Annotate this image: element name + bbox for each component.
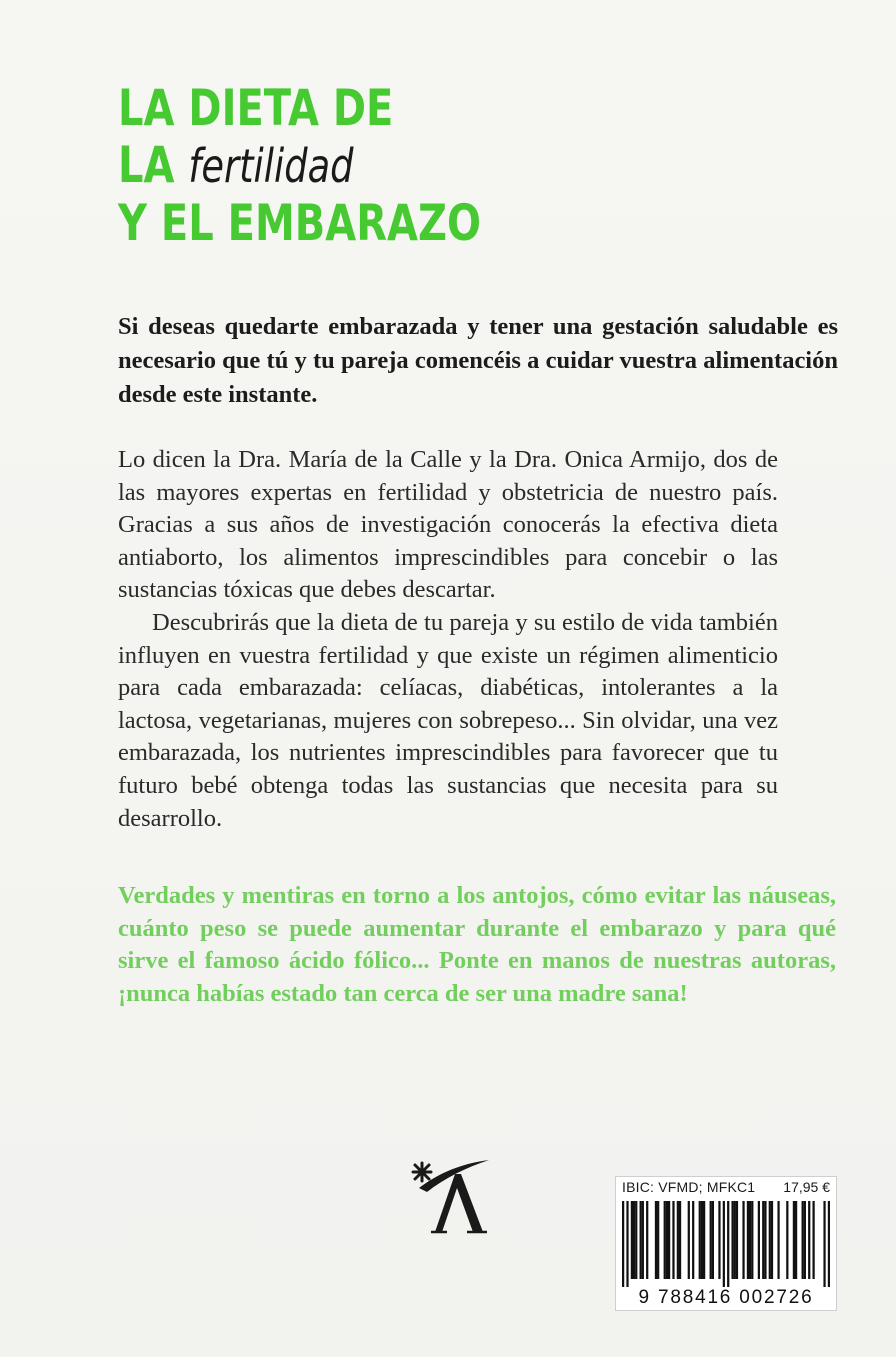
barcode-bar	[646, 1201, 648, 1279]
body-paragraph-2: Descubrirás que la dieta de tu pareja y su estilo de vida también influyen en vuestra fertilidad y que existe un régimen alimenticio para cada embarazada: celíacas, diabéticas, intolerantes a la lactosa, vegetarianas, mujeres con sobrepeso... Sin olvidar, una vez embarazada, los nutrientes imprescindibles para favorecer que tu futuro bebé obtenga todas las sustancias que necesita para su desarrollo.	[118, 608, 778, 832]
barcode-bar	[633, 1201, 635, 1279]
barcode-bar	[795, 1201, 797, 1279]
highlight-paragraph: Verdades y mentiras en torno a los antojos, cómo evitar las náuseas, cuánto peso se puede aumentar durante el embarazo y para qué sirve el famoso ácido fólico... Ponte en manos de nuestras autoras, ¡nunca habías estado tan cerca de ser una madre sana!	[118, 882, 836, 1007]
barcode-bar	[762, 1201, 764, 1279]
barcode-bar	[777, 1201, 779, 1279]
barcode-bar	[749, 1201, 751, 1279]
barcode-bar	[812, 1201, 814, 1279]
barcode-bar	[712, 1201, 714, 1279]
barcode-bar	[664, 1201, 666, 1279]
barcode-bar	[626, 1201, 628, 1287]
barcode-bar	[677, 1201, 679, 1279]
barcode-bar	[804, 1201, 806, 1279]
title-script-word: fertilidad	[188, 139, 354, 193]
barcode-bar	[747, 1201, 749, 1279]
barcode-bar	[793, 1201, 795, 1279]
barcode-bar	[668, 1201, 670, 1279]
barcode-bar	[736, 1201, 738, 1279]
barcode-bar	[692, 1201, 694, 1279]
barcode-bar	[688, 1201, 690, 1279]
barcode-bar	[771, 1201, 773, 1279]
book-title	[118, 80, 481, 252]
barcode-bar	[657, 1201, 659, 1279]
barcode-bar	[640, 1201, 642, 1279]
isbn-digits: 9 788416 002726	[638, 1287, 814, 1308]
barcode-bar	[723, 1201, 725, 1287]
barcode-bar	[672, 1201, 674, 1279]
barcode-bar	[823, 1201, 825, 1287]
barcode-bar	[828, 1201, 830, 1287]
barcode-bar	[703, 1201, 705, 1279]
barcode-bars	[622, 1201, 830, 1287]
barcode-bar	[635, 1201, 637, 1279]
barcode-area	[615, 1176, 837, 1311]
barcode-bar	[631, 1201, 633, 1279]
title-line-2-prefix: LA	[118, 136, 175, 194]
barcode-bar	[718, 1201, 720, 1279]
barcode-bar	[701, 1201, 703, 1279]
barcode-bar	[679, 1201, 681, 1279]
title-line-3: Y EL EMBARAZO	[118, 194, 481, 252]
barcode-bar	[655, 1201, 657, 1279]
ibic-code: IBIC: VFMD; MFKC1	[622, 1179, 756, 1195]
lead-paragraph: Si deseas quedarte embarazada y tener una gestación saludable es necesario que tú y tu pareja comencéis a cuidar vuestra alimentación desde este instante.	[118, 313, 838, 408]
barcode-bar	[758, 1201, 760, 1279]
barcode-bar	[786, 1201, 788, 1279]
barcode-bar	[734, 1201, 736, 1279]
barcode-bar	[699, 1201, 701, 1279]
barcode-bar	[710, 1201, 712, 1279]
barcode-bar	[751, 1201, 753, 1279]
barcode-bar	[642, 1201, 644, 1279]
price-label: 17,95 €	[783, 1179, 830, 1195]
barcode-bar	[802, 1201, 804, 1279]
barcode-bar	[666, 1201, 668, 1279]
publisher-logo-icon	[405, 1158, 495, 1238]
barcode-bar	[808, 1201, 810, 1279]
barcode-bar	[731, 1201, 733, 1279]
barcode-bar	[742, 1201, 744, 1279]
title-line-1: LA DIETA DE	[118, 79, 394, 137]
barcode-bar	[769, 1201, 771, 1279]
barcode-bar	[764, 1201, 766, 1279]
body-text	[118, 444, 778, 835]
barcode-bar	[727, 1201, 729, 1287]
barcode-bar	[622, 1201, 624, 1287]
title-line-2	[118, 137, 481, 195]
body-paragraph-1: Lo dicen la Dra. María de la Calle y la Dra. Onica Armijo, dos de las mayores expertas en fertilidad y obstetricia de nuestro país. Gracias a sus años de investigación conocerás la efectiva dieta antiaborto, los alimentos imprescindibles para concebir o las sustancias tóxicas que debes descartar.	[118, 446, 778, 604]
